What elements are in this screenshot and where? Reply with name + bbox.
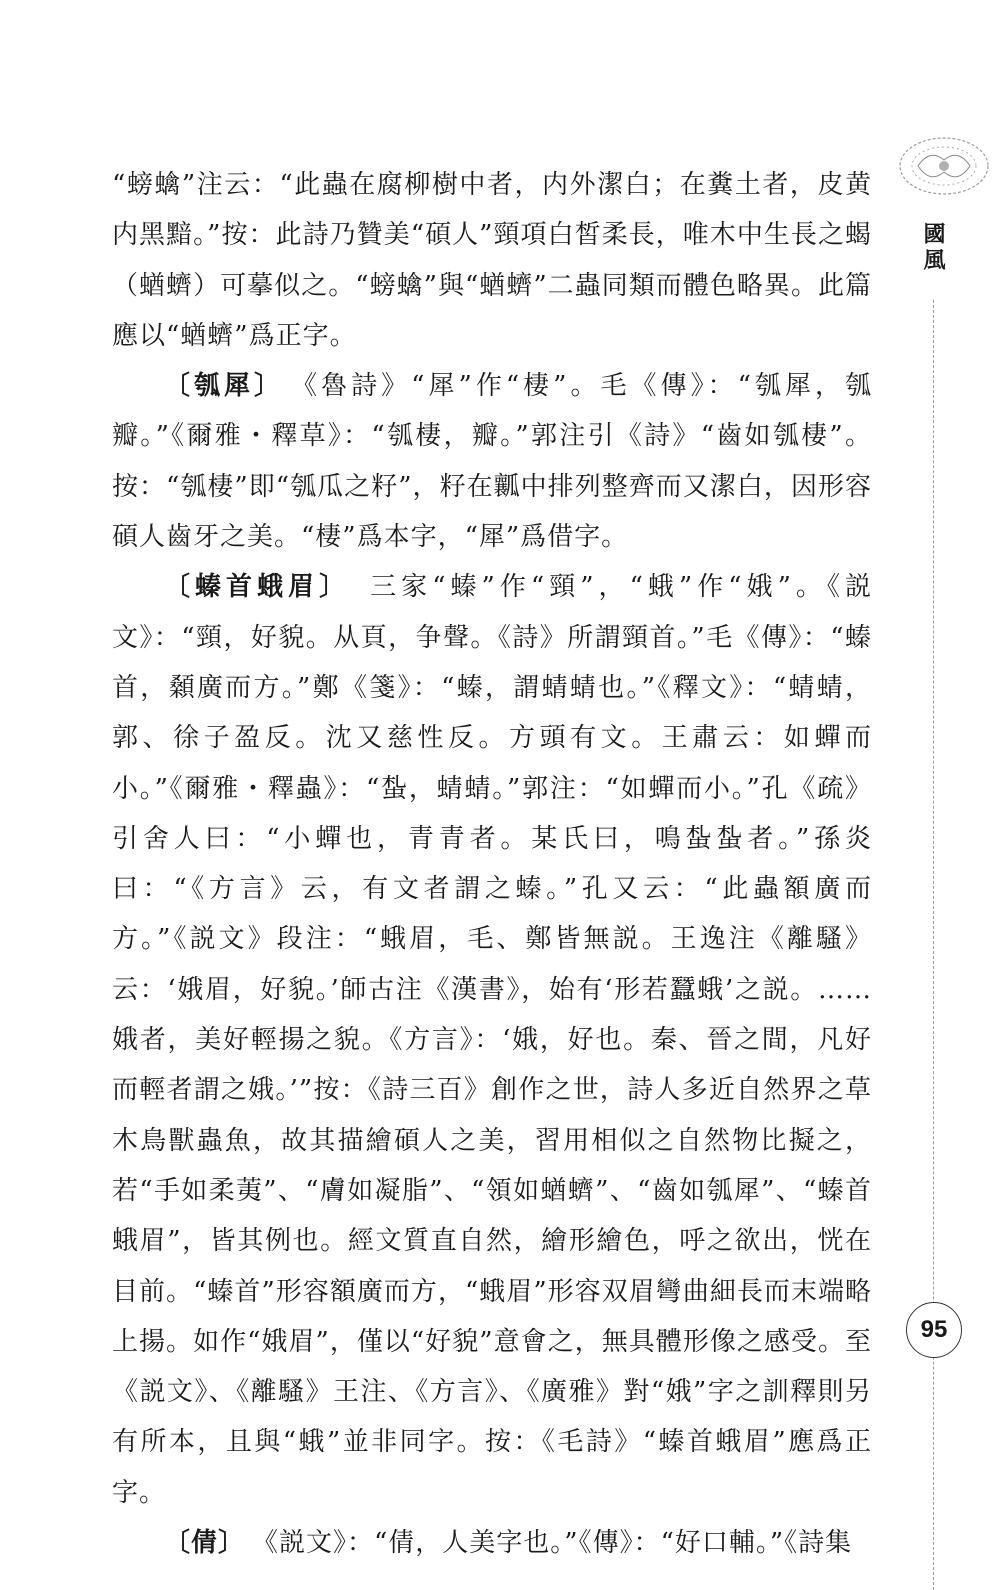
paragraph-2 — [112, 361, 872, 562]
paragraph-4 — [112, 1518, 872, 1568]
paragraph-2-text: 《魯詩》“犀”作“棲”。毛《傳》：“瓠犀，瓠瓣。”《爾雅・釋草》：“瓠棲，瓣。”郭注引《詩》“齒如瓠棲”。按：“瓠棲”即“瓠瓜之籽”，籽在瓤中排列整齊而又潔白，因形容碩人齒牙之美。“棲”爲本字，“犀”爲借字。 — [112, 371, 872, 553]
sidebar-divider — [933, 300, 934, 1590]
paragraph-4-text: 《説文》：“倩，人美字也。”《傳》：“好口輔。”《詩集 — [265, 1528, 853, 1559]
decorative-ornament — [892, 130, 996, 202]
entry-heading-huxi: 〔瓠犀〕 — [164, 371, 285, 402]
body-text — [112, 160, 872, 1568]
paragraph-3 — [112, 562, 872, 1518]
section-title: 國風 — [920, 222, 946, 274]
page-number: 95 — [906, 1302, 962, 1358]
paragraph-3-text: 三家“螓”作“頸”，“蛾”作“娥”。《説文》：“頸，好貌。从頁，争聲。《詩》所謂頸首。”毛《傳》：“螓首，顙廣而方。”鄭《箋》：“螓，謂蜻蜻也。”《釋文》：“蜻蜻，郭、徐子盈反。沈又慈性反。方頭有文。王肅云：如蟬而小。”《爾雅・釋蟲》：“蚻，蜻蜻。”郭注：“如蟬而小。”孔《疏》引舍人曰：“小蟬也，青青者。某氏曰，鳴蚻蚻者。”孫炎曰：“《方言》云，有文者謂之螓。”孔又云：“此蟲額廣而方。”《説文》段注：“蛾眉，毛、鄭皆無説。王逸注《離騷》云：‘娥眉，好貌。’師古注《漢書》，始有‘形若蠶蛾’之説。……娥者，美好輕揚之貌。《方言》：‘娥，好也。秦、晉之間，凡好而輕者謂之娥。’”按：《詩三百》創作之世，詩人多近自然界之草木鳥獸蟲魚，故其描繪碩人之美，習用相似之自然物比擬之，若“手如柔荑”、“膚如凝脂”、“領如蝤蠐”、“齒如瓠犀”、“螓首蛾眉”，皆其例也。經文質直自然，繪形繪色，呼之欲出，恍在目前。“螓首”形容額廣而方，“蛾眉”形容双眉彎曲細長而末端略上揚。如作“娥眉”，僅以“好貌”意會之，無具體形像之感受。至《説文》、《離騷》王注、《方言》、《廣雅》對“娥”字之訓釋則另有所本，且與“蛾”並非同字。按：《毛詩》“螓首蛾眉”應爲正字。 — [112, 572, 872, 1508]
entry-heading-qian: 〔倩〕 — [164, 1528, 246, 1559]
paragraph-1 — [112, 160, 872, 361]
entry-heading-qinshou-emei: 〔螓首蛾眉〕 — [164, 572, 351, 603]
paragraph-1-text: “螃蠄”注云：“此蟲在腐柳樹中者，内外潔白；在糞土者，皮黄内黑黯。”按：此詩乃贊美“碩人”頸項白皙柔長，唯木中生長之蝎（蝤蠐）可摹似之。“螃蠄”與“蝤蠐”二蟲同類而體色略異。此篇應以“蝤蠐”爲正字。 — [112, 170, 872, 351]
